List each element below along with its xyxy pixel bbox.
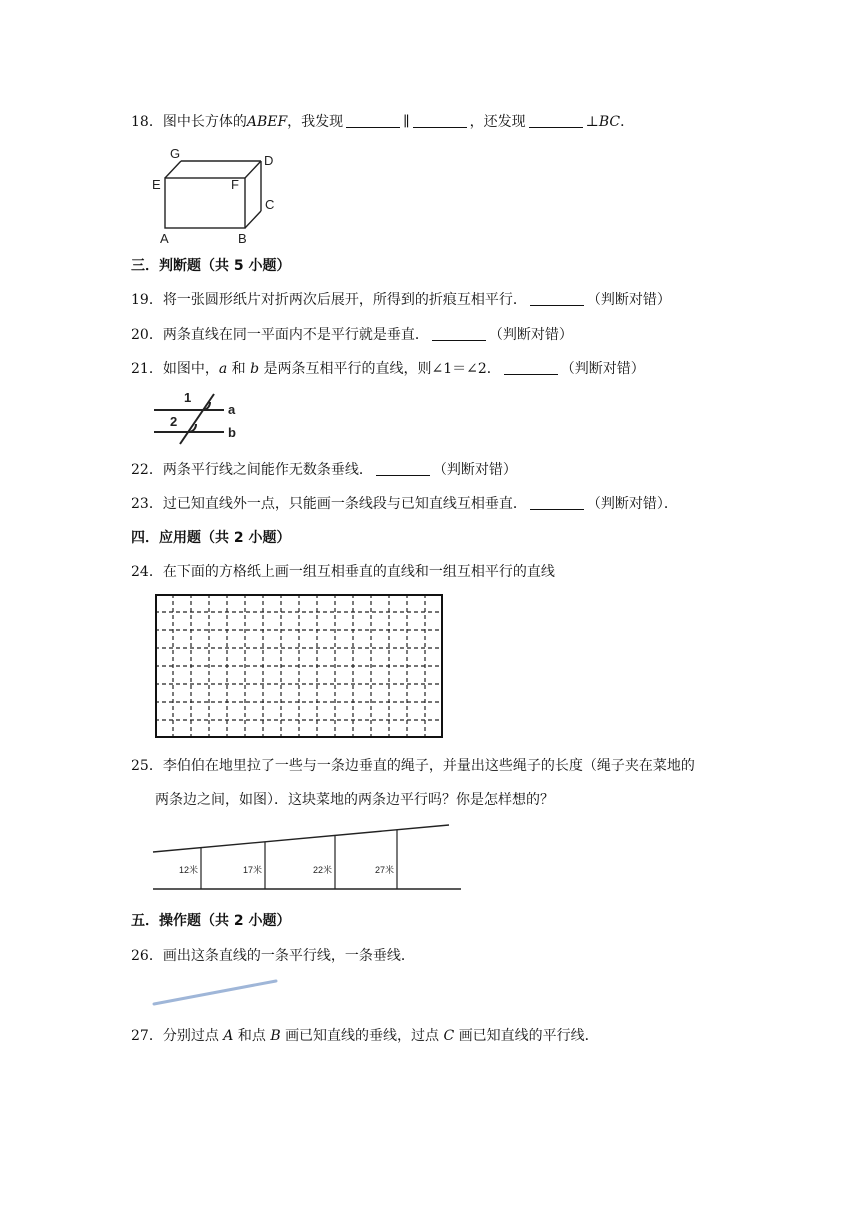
rope-length-label: 27米 xyxy=(375,865,395,875)
line-a-label: a xyxy=(228,402,236,417)
section-title: 三．判断题（共 5 小题） xyxy=(131,258,291,274)
answer-blank[interactable] xyxy=(530,291,584,306)
answer-blank[interactable] xyxy=(413,113,467,128)
rope-length-label: 22米 xyxy=(313,865,333,875)
label-B: B xyxy=(238,231,247,246)
label-G: G xyxy=(170,146,181,161)
label-E: E xyxy=(152,177,161,192)
cuboid-figure xyxy=(148,143,288,248)
answer-blank[interactable] xyxy=(432,326,486,341)
question-25-continued: 两条边之间，如图）．这块菜地的两条边平行吗？你是怎样想的？ xyxy=(155,792,554,808)
section-title: 四．应用题（共 2 小题） xyxy=(131,530,291,546)
question-19: 19．将一张圆形纸片对折两次后展开，所得到的折痕互相平行． （判断对错） xyxy=(131,292,671,308)
question-number: 18． xyxy=(131,114,163,130)
rope-length-label: 12米 xyxy=(179,865,199,875)
question-21: 21．如图中，a 和 b 是两条互相平行的直线，则∠1＝∠2． （判断对错） xyxy=(131,361,645,377)
question-20: 20．两条直线在同一平面内不是平行就是垂直． （判断对错） xyxy=(131,327,573,343)
given-line xyxy=(154,981,276,1004)
vegetable-field-figure xyxy=(153,822,465,894)
label-A: A xyxy=(160,231,169,246)
parallel-lines-figure xyxy=(152,388,247,446)
answer-blank[interactable] xyxy=(346,113,400,128)
field-top-edge xyxy=(153,825,449,852)
answer-blank[interactable] xyxy=(376,461,430,476)
answer-blank[interactable] xyxy=(530,495,584,510)
question-24: 24．在下面的方格纸上画一组互相垂直的直线和一组互相平行的直线 xyxy=(131,564,555,580)
question-27: 27．分别过点 A 和点 B 画已知直线的垂线，过点 C 画已知直线的平行线． xyxy=(131,1028,599,1044)
answer-blank[interactable] xyxy=(529,113,583,128)
question-18: 18．图中长方体的ABEF，我发现 ∥ ，还发现 ⊥BC． xyxy=(131,114,635,130)
question-25: 25．李伯伯在地里拉了一些与一条边垂直的绳子，并量出这些绳子的长度（绳子夹在菜地的 xyxy=(131,758,695,774)
grid-paper[interactable] xyxy=(155,594,443,738)
label-D: D xyxy=(264,153,274,168)
label-F: F xyxy=(231,177,239,192)
question-26: 26．画出这条直线的一条平行线，一条垂线． xyxy=(131,948,415,964)
answer-blank[interactable] xyxy=(504,360,558,375)
section-title: 五．操作题（共 2 小题） xyxy=(131,913,291,929)
question-23: 23．过已知直线外一点，只能画一条线段与已知直线互相垂直． （判断对错）． xyxy=(131,496,678,512)
angle-2-label: 2 xyxy=(170,414,178,429)
line-b-label: b xyxy=(228,425,236,440)
rope-length-label: 17米 xyxy=(243,865,263,875)
angle-1-label: 1 xyxy=(184,390,192,405)
question-22: 22．两条平行线之间能作无数条垂线． （判断对错） xyxy=(131,462,517,478)
label-C: C xyxy=(265,197,275,212)
given-line-figure[interactable] xyxy=(150,976,282,1010)
